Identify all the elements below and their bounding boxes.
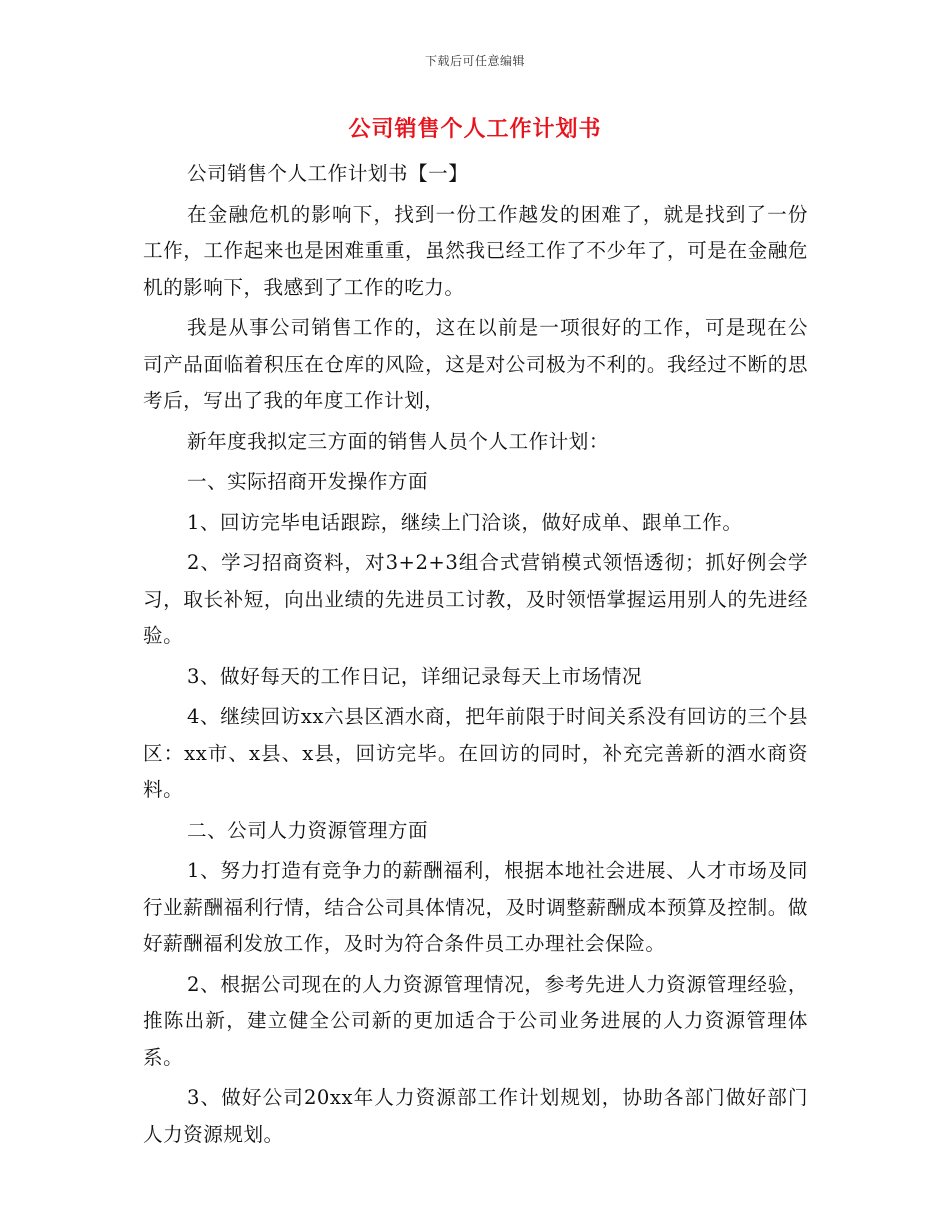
list-item-2: 2、学习招商资料，对3+2+3组合式营销模式领悟透彻；抓好例会学习，取长补短，向出业绩的先进员工讨教，及时领悟掌握运用别人的先进经验。 <box>143 551 808 647</box>
document-title: 公司销售个人工作计划书 <box>348 116 602 142</box>
hr-list-item-2: 2、根据公司现在的人力资源管理情况，参考先进人力资源管理经验，推陈出新，建立健全公司新的更加适合于公司业务进展的人力资源管理体系。 <box>143 972 808 1069</box>
section-heading-investment: 一、实际招商开发操作方面 <box>187 470 429 493</box>
paragraph-background: 我是从事公司销售工作的，这在以前是一项很好的工作，可是现在公司产品面临着积压在仓库的风险，这是对公司极为不利的。我经过不断的思考后，写出了我的年度工作计划， <box>143 316 808 412</box>
paragraph-intro: 在金融危机的影响下，找到一份工作越发的困难了，就是找到了一份工作，工作起来也是困难重重，虽然我已经工作了不少年了，可是在金融危机的影响下，我感到了工作的吃力。 <box>143 202 808 299</box>
paragraph-plan-overview: 新年度我拟定三方面的销售人员个人工作计划： <box>187 429 609 453</box>
section-heading-part-one: 公司销售个人工作计划书【一】 <box>187 162 469 185</box>
list-item-3: 3、做好每天的工作日记，详细记录每天上市场情况 <box>187 664 643 688</box>
list-item-1: 1、回访完毕电话跟踪，继续上门洽谈，做好成单、跟单工作。 <box>187 510 743 534</box>
hr-list-item-3: 3、做好公司20xx年人力资源部工作计划规划，协助各部门做好部门人力资源规划。 <box>143 1086 808 1146</box>
header-note: 下载后可任意编辑 <box>424 54 525 68</box>
section-heading-hr: 二、公司人力资源管理方面 <box>187 818 429 842</box>
document-body <box>143 156 808 1157</box>
list-item-4: 4、继续回访xx六县区酒水商，把年前限于时间关系没有回访的三个县区：xx市、x县、x县，回访完毕。在回访的同时，补充完善新的酒水商资料。 <box>143 705 808 801</box>
hr-list-item-1: 1、努力打造有竞争力的薪酬福利，根据本地社会进展、人才市场及同行业薪酬福利行情，结合公司具体情况，及时调整薪酬成本预算及控制。做好薪酬福利发放工作，及时为符合条件员工办理社会保险。 <box>143 859 808 955</box>
